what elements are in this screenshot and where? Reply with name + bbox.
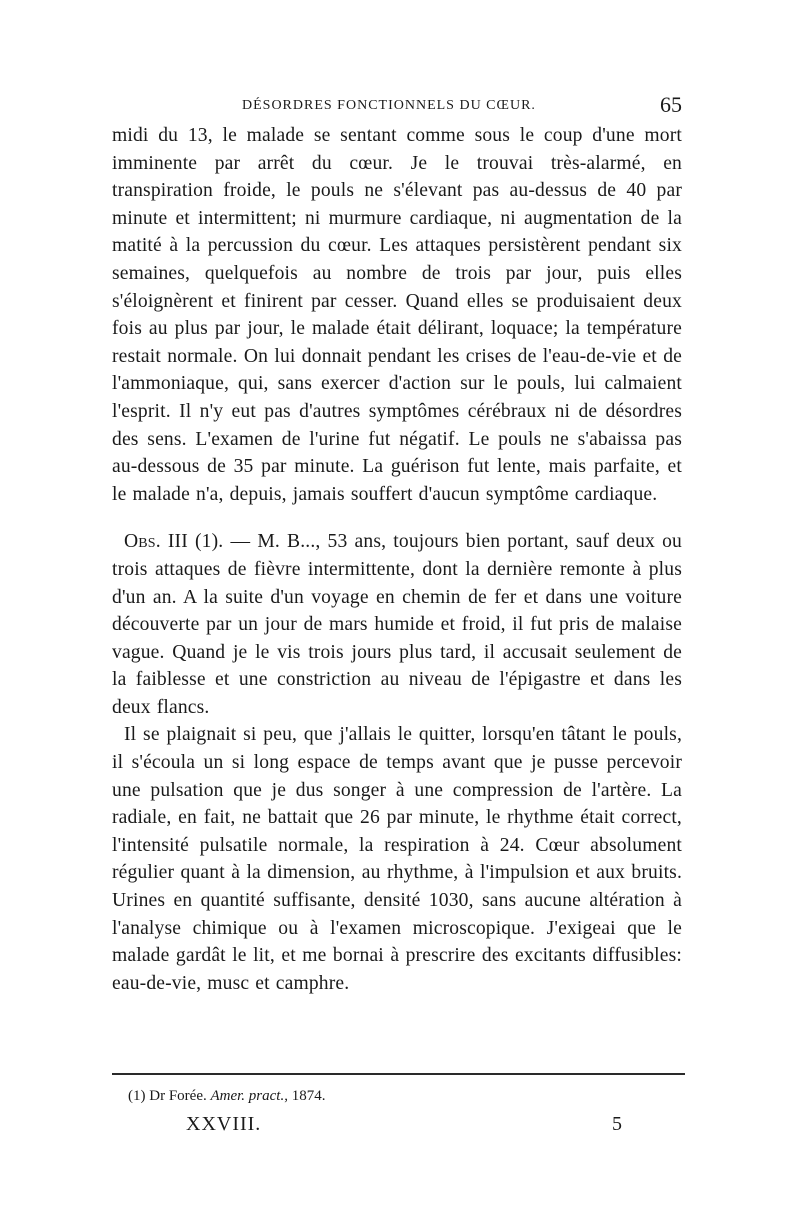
footnote xyxy=(128,1088,325,1105)
running-head xyxy=(112,92,682,122)
observation-label: Obs. III (1). xyxy=(124,531,224,553)
running-title: DÉSORDRES FONCTIONNELS DU CŒUR. xyxy=(242,98,536,113)
page-number: 65 xyxy=(660,92,682,117)
paragraph-gap xyxy=(112,508,682,528)
footnote-year: , 1874. xyxy=(284,1088,326,1104)
paragraph-continuation: midi du 13, le malade se sentant comme sous le coup d'une mort imminente par arrêt du cœur. Je le trouvai très-alarmé, en transpiration froide, le pouls ne s'élevant pas au-dessus de 40 par minute et intermittent; ni murmure cardiaque, ni augmentation de la matité à la percussion du cœur. Les attaques persistèrent pendant six semaines, quelquefois au nombre de trois par jour, puis elles s'éloignèrent et finirent par cesser. Quand elles se produisaient deux fois au plus par jour, le malade était délirant, loquace; la température restait normale. On lui donnait pendant les crises de l'eau-de-vie et de l'ammoniaque, qui, sans exercer d'action sur le pouls, lui calmaient l'esprit. Il n'y eut pas d'autres symptômes cérébraux ni de désordres des sens. L'examen de l'urine fut négatif. Le pouls ne s'abaissa pas au-dessous de 35 par minute. La guérison fut lente, mais parfaite, et le malade n'a, depuis, jamais souffert d'aucun symptôme cardiaque. xyxy=(112,125,682,505)
footnote-rule xyxy=(112,1073,685,1075)
body-text xyxy=(112,122,682,997)
footnote-marker: (1) Dr Forée. xyxy=(128,1088,207,1104)
signature-number: 5 xyxy=(612,1113,622,1135)
paragraph-pulse: Il se plaignait si peu, que j'allais le quitter, lorsqu'en tâtant le pouls, il s'écoula un si long espace de temps avant que je pusse percevoir une pulsation que je dus songer à une compression de l'artère. La radiale, en fait, ne battait que 26 par minute, le rhythme était correct, l'intensité pulsatile normale, la respiration à 24. Cœur absolument régulier quant à la dimension, au rhythme, à l'impulsion et aux bruits. Urines en quantité suffisante, densité 1030, sans aucune altération à l'analyse chimique ou à l'examen microscopique. J'exigeai que le malade gardât le lit, et me bornai à prescrire des excitants diffusibles: eau-de-vie, musc et camphre. xyxy=(112,724,682,994)
observation-text: — M. B..., 53 ans, toujours bien portant, sauf deux ou trois attaques de fièvre intermittente, dont la dernière remonte à plus d'un an. A la suite d'un voyage en chemin de fer et dans une voiture découverte par un jour de mars humide et froid, il fut pris de malaise vague. Quand je le vis trois jours plus tard, il accusait seulement de la faiblesse et une constriction au niveau de l'épigastre et dans les deux flancs. xyxy=(112,531,682,718)
signature-mark: XXVIII. xyxy=(186,1113,262,1135)
footnote-source: Amer. pract. xyxy=(210,1088,285,1104)
observation-paragraph xyxy=(112,528,682,721)
